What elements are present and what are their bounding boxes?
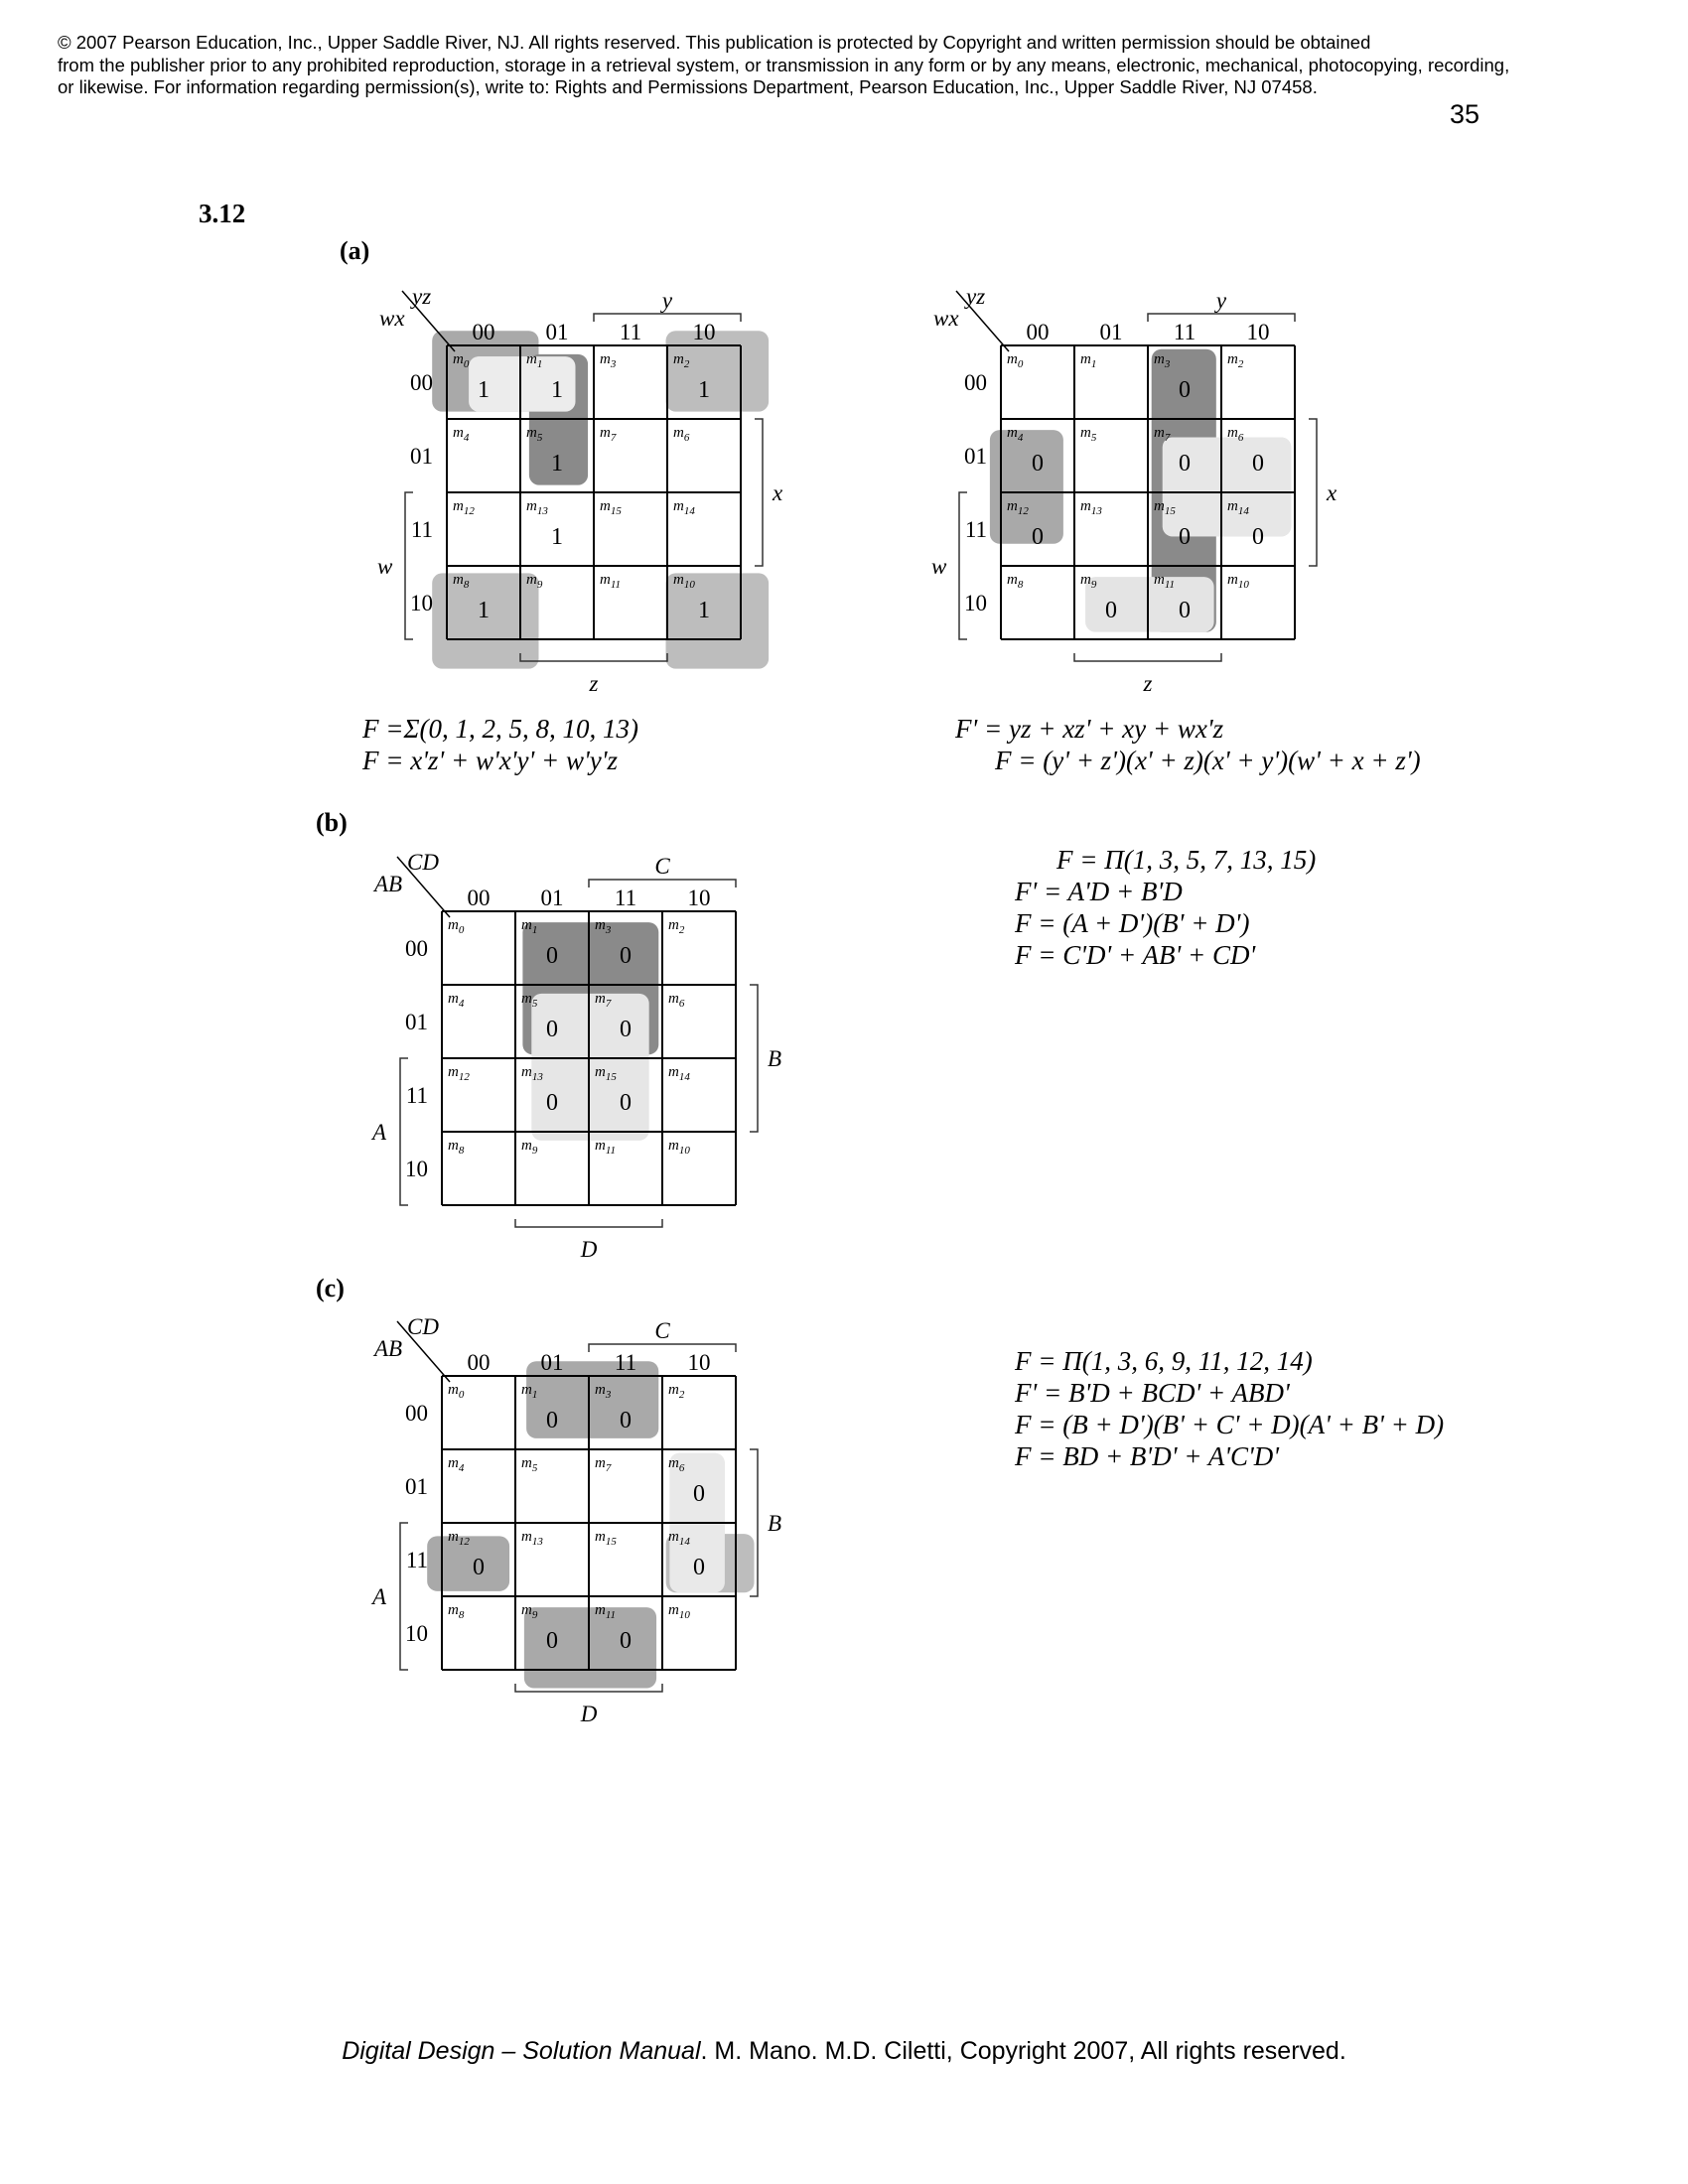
part-label-c: (c) <box>316 1274 345 1302</box>
row-header: 00 <box>964 370 987 395</box>
cell-value: 0 <box>620 943 632 969</box>
copyright-notice <box>58 32 1636 99</box>
top-bracket <box>589 880 736 887</box>
minterm-label: $m_0$ <box>448 1382 465 1401</box>
kmap-c <box>352 1308 782 1726</box>
cell-value: 0 <box>693 1481 705 1507</box>
row-header: 01 <box>410 444 433 469</box>
row-header: 11 <box>405 1083 428 1108</box>
cell-value: 0 <box>1179 598 1191 623</box>
top-bracket-label: y <box>1215 288 1227 313</box>
minterm-label: $m_6$ <box>668 991 685 1010</box>
equation-line: F = (A + D')(B' + D') <box>1015 908 1250 938</box>
right-bracket <box>750 985 758 1132</box>
left-bracket-label: A <box>372 1120 387 1145</box>
minterm-label: $m_5$ <box>1080 425 1097 444</box>
col-header: 10 <box>687 886 711 910</box>
top-bracket-label: C <box>654 1318 670 1343</box>
minterm-label: $m_9$ <box>521 1602 538 1621</box>
cell-value: 1 <box>478 598 490 623</box>
minterm-label: $m_8$ <box>453 572 470 591</box>
page-number: 35 <box>1449 99 1479 129</box>
minterm-label: $m_{12}$ <box>448 1064 470 1083</box>
footer-title: Digital Design – Solution Manual <box>342 2037 701 2065</box>
top-bracket <box>589 1344 736 1352</box>
minterm-label: $m_8$ <box>448 1138 465 1157</box>
footer <box>0 2037 1688 2066</box>
left-bracket-label: A <box>372 1584 387 1609</box>
minterm-label: $m_5$ <box>526 425 543 444</box>
row-header: 10 <box>964 591 987 615</box>
minterm-label: $m_{13}$ <box>521 1529 543 1548</box>
minterm-label: $m_{12}$ <box>448 1529 470 1548</box>
minterm-label: $m_{10}$ <box>1227 572 1249 591</box>
kmap-svg <box>352 1308 782 1726</box>
equation-line: F = BD + B'D' + A'C'D' <box>1015 1441 1280 1471</box>
minterm-label: $m_{15}$ <box>595 1064 617 1083</box>
part-label-b: (b) <box>316 808 348 837</box>
col-var-label: CD <box>407 850 439 875</box>
minterm-label: $m_{15}$ <box>600 498 622 517</box>
left-bracket-label: w <box>931 554 947 579</box>
minterm-label: $m_0$ <box>1007 351 1024 370</box>
minterm-label: $m_{12}$ <box>1007 498 1029 517</box>
equations-c <box>1015 1345 1444 1472</box>
equation-line: F' = yz + xz' + xy + wx'z <box>955 714 1224 744</box>
minterm-label: $m_{11}$ <box>595 1138 617 1157</box>
left-bracket <box>959 492 967 639</box>
row-header: 00 <box>410 370 433 395</box>
minterm-label: $m_8$ <box>1007 572 1024 591</box>
minterm-label: $m_3$ <box>1154 351 1171 370</box>
minterm-label: $m_{14}$ <box>668 1529 690 1548</box>
col-header: 01 <box>545 320 569 344</box>
equation-line: F = (B + D')(B' + C' + D)(A' + B' + D) <box>1015 1410 1445 1439</box>
minterm-label: $m_0$ <box>448 917 465 936</box>
col-header: 01 <box>1099 320 1123 344</box>
minterm-label: $m_9$ <box>526 572 543 591</box>
col-header: 00 <box>467 1350 491 1375</box>
minterm-label: $m_{10}$ <box>673 572 695 591</box>
minterm-label: $m_{15}$ <box>595 1529 617 1548</box>
col-header: 10 <box>692 320 716 344</box>
cell-value: 0 <box>1179 377 1191 403</box>
minterm-label: $m_{13}$ <box>1080 498 1102 517</box>
minterm-label: $m_{11}$ <box>600 572 622 591</box>
right-bracket-label: x <box>773 480 783 505</box>
minterm-label: $m_9$ <box>1080 572 1097 591</box>
minterm-label: $m_4$ <box>448 991 465 1010</box>
col-header: 11 <box>614 886 637 910</box>
bottom-bracket <box>1074 653 1221 661</box>
cell-value: 1 <box>698 598 710 623</box>
right-bracket <box>1309 419 1317 566</box>
cell-value: 0 <box>473 1555 485 1580</box>
minterm-label: $m_{12}$ <box>453 498 475 517</box>
cell-value: 0 <box>1252 451 1264 477</box>
copyright-line: from the publisher prior to any prohibited reproduction, storage in a retrieval system, or transmission in any form or by any means, electronic, mechanical, photocopying, recording, <box>58 54 1510 75</box>
cell-value: 0 <box>546 1090 558 1116</box>
row-var-label: AB <box>374 1336 403 1361</box>
cell-value: 0 <box>546 1628 558 1654</box>
minterm-label: $m_1$ <box>521 1382 538 1401</box>
minterm-label: $m_8$ <box>448 1602 465 1621</box>
row-header: 10 <box>405 1621 428 1646</box>
minterm-label: $m_7$ <box>595 991 612 1010</box>
problem-number: 3.12 <box>199 199 246 228</box>
left-bracket <box>405 492 413 639</box>
cell-value: 0 <box>546 1017 558 1042</box>
kmap-svg <box>912 278 1337 696</box>
row-header: 01 <box>405 1474 428 1499</box>
cell-value: 1 <box>698 377 710 403</box>
equation-line: F = (y' + z')(x' + z)(x' + y')(w' + x + z') <box>995 746 1421 775</box>
cell-value: 0 <box>546 1408 558 1433</box>
cell-value: 0 <box>1252 524 1264 550</box>
minterm-label: $m_1$ <box>521 917 538 936</box>
minterm-label: $m_{15}$ <box>1154 498 1176 517</box>
minterm-label: $m_{11}$ <box>1154 572 1176 591</box>
col-header: 01 <box>540 1350 564 1375</box>
kmap-svg <box>352 844 782 1262</box>
minterm-label: $m_3$ <box>595 917 612 936</box>
minterm-label: $m_4$ <box>453 425 470 444</box>
right-bracket-label: B <box>768 1511 782 1536</box>
minterm-label: $m_2$ <box>668 917 685 936</box>
row-header: 01 <box>405 1010 428 1034</box>
cell-value: 0 <box>620 1408 632 1433</box>
col-var-label: yz <box>412 284 432 309</box>
minterm-label: $m_0$ <box>453 351 470 370</box>
col-header: 00 <box>1026 320 1050 344</box>
footer-rest: . M. Mano. M.D. Ciletti, Copyright 2007, All rights reserved. <box>700 2037 1346 2065</box>
col-header: 01 <box>540 886 564 910</box>
col-header: 00 <box>467 886 491 910</box>
top-bracket <box>594 314 741 322</box>
minterm-label: $m_2$ <box>673 351 690 370</box>
equations-b <box>1015 844 1316 971</box>
top-bracket-label: C <box>654 854 670 879</box>
row-header: 10 <box>405 1157 428 1181</box>
minterm-label: $m_9$ <box>521 1138 538 1157</box>
minterm-label: $m_3$ <box>600 351 617 370</box>
equations-a-left <box>362 713 638 776</box>
row-header: 11 <box>405 1548 428 1572</box>
minterm-label: $m_5$ <box>521 991 538 1010</box>
minterm-label: $m_7$ <box>595 1455 612 1474</box>
row-header: 00 <box>405 936 428 961</box>
equations-a-right <box>955 713 1421 776</box>
minterm-label: $m_{14}$ <box>1227 498 1249 517</box>
minterm-label: $m_7$ <box>1154 425 1171 444</box>
kmap-b <box>352 844 782 1262</box>
kmap-svg <box>357 278 783 696</box>
bottom-bracket-label: z <box>1143 671 1153 696</box>
cell-value: 0 <box>620 1090 632 1116</box>
bottom-bracket-label: D <box>580 1237 598 1262</box>
col-var-label: yz <box>966 284 986 309</box>
minterm-label: $m_4$ <box>1007 425 1024 444</box>
row-var-label: wx <box>379 306 405 331</box>
right-bracket-label: B <box>768 1046 782 1071</box>
equation-line: F' = A'D + B'D <box>1015 877 1183 906</box>
col-header: 11 <box>619 320 642 344</box>
copyright-line: or likewise. For information regarding permission(s), write to: Rights and Permissions Department, Pearson Education, Inc., Upper Saddle River, NJ 07458. <box>58 76 1318 97</box>
minterm-label: $m_{13}$ <box>521 1064 543 1083</box>
minterm-label: $m_2$ <box>668 1382 685 1401</box>
col-header: 11 <box>614 1350 637 1375</box>
cell-value: 0 <box>1105 598 1117 623</box>
kmap-a-right <box>912 278 1337 696</box>
col-header: 00 <box>472 320 495 344</box>
cell-value: 0 <box>693 1555 705 1580</box>
equation-line: F = C'D' + AB' + CD' <box>1015 940 1256 970</box>
minterm-label: $m_5$ <box>521 1455 538 1474</box>
cell-value: 0 <box>1032 524 1044 550</box>
minterm-label: $m_1$ <box>526 351 543 370</box>
col-var-label: CD <box>407 1314 439 1339</box>
minterm-label: $m_{10}$ <box>668 1602 690 1621</box>
cell-value: 0 <box>1179 451 1191 477</box>
copyright-line: © 2007 Pearson Education, Inc., Upper Saddle River, NJ. All rights reserved. This publication is protected by Copyright and written permission should be obtained <box>58 32 1371 53</box>
equation-line: F = Π(1, 3, 5, 7, 13, 15) <box>1056 845 1317 875</box>
cell-value: 1 <box>551 451 563 477</box>
minterm-label: $m_{11}$ <box>595 1602 617 1621</box>
right-bracket-label: x <box>1327 480 1337 505</box>
bottom-bracket-label: D <box>580 1702 598 1726</box>
equation-line: F' = B'D + BCD' + ABD' <box>1015 1378 1290 1408</box>
minterm-label: $m_2$ <box>1227 351 1244 370</box>
kmap-a-left <box>357 278 783 696</box>
row-header: 11 <box>410 517 433 542</box>
minterm-label: $m_7$ <box>600 425 617 444</box>
cell-value: 0 <box>620 1628 632 1654</box>
col-header: 10 <box>1246 320 1270 344</box>
row-header: 01 <box>964 444 987 469</box>
cell-value: 0 <box>546 943 558 969</box>
bottom-bracket <box>520 653 667 661</box>
bottom-bracket-label: z <box>589 671 599 696</box>
bottom-bracket <box>515 1219 662 1227</box>
cell-value: 1 <box>551 524 563 550</box>
row-header: 10 <box>410 591 433 615</box>
cell-value: 0 <box>620 1017 632 1042</box>
group-highlight <box>666 331 770 411</box>
left-bracket <box>400 1058 408 1205</box>
right-bracket <box>755 419 763 566</box>
cell-value: 1 <box>478 377 490 403</box>
minterm-label: $m_4$ <box>448 1455 465 1474</box>
cell-value: 1 <box>551 377 563 403</box>
group-highlight <box>524 1607 656 1688</box>
cell-value: 0 <box>1032 451 1044 477</box>
top-bracket-label: y <box>661 288 673 313</box>
row-var-label: wx <box>933 306 959 331</box>
minterm-label: $m_3$ <box>595 1382 612 1401</box>
row-header: 11 <box>964 517 987 542</box>
col-header: 10 <box>687 1350 711 1375</box>
minterm-label: $m_6$ <box>673 425 690 444</box>
row-header: 00 <box>405 1401 428 1426</box>
minterm-label: $m_6$ <box>668 1455 685 1474</box>
minterm-label: $m_6$ <box>1227 425 1244 444</box>
left-bracket-label: w <box>377 554 393 579</box>
col-header: 11 <box>1173 320 1196 344</box>
row-var-label: AB <box>374 872 403 896</box>
part-label-a: (a) <box>340 236 370 265</box>
minterm-label: $m_{14}$ <box>673 498 695 517</box>
left-bracket <box>400 1523 408 1670</box>
equation-line: F = Π(1, 3, 6, 9, 11, 12, 14) <box>1015 1346 1313 1376</box>
cell-value: 0 <box>1179 524 1191 550</box>
minterm-label: $m_{10}$ <box>668 1138 690 1157</box>
minterm-label: $m_{13}$ <box>526 498 548 517</box>
equation-line: F =Σ(0, 1, 2, 5, 8, 10, 13) <box>362 714 638 744</box>
equation-line: F = x'z' + w'x'y' + w'y'z <box>362 746 619 775</box>
minterm-label: $m_1$ <box>1080 351 1097 370</box>
top-bracket <box>1148 314 1295 322</box>
minterm-label: $m_{14}$ <box>668 1064 690 1083</box>
